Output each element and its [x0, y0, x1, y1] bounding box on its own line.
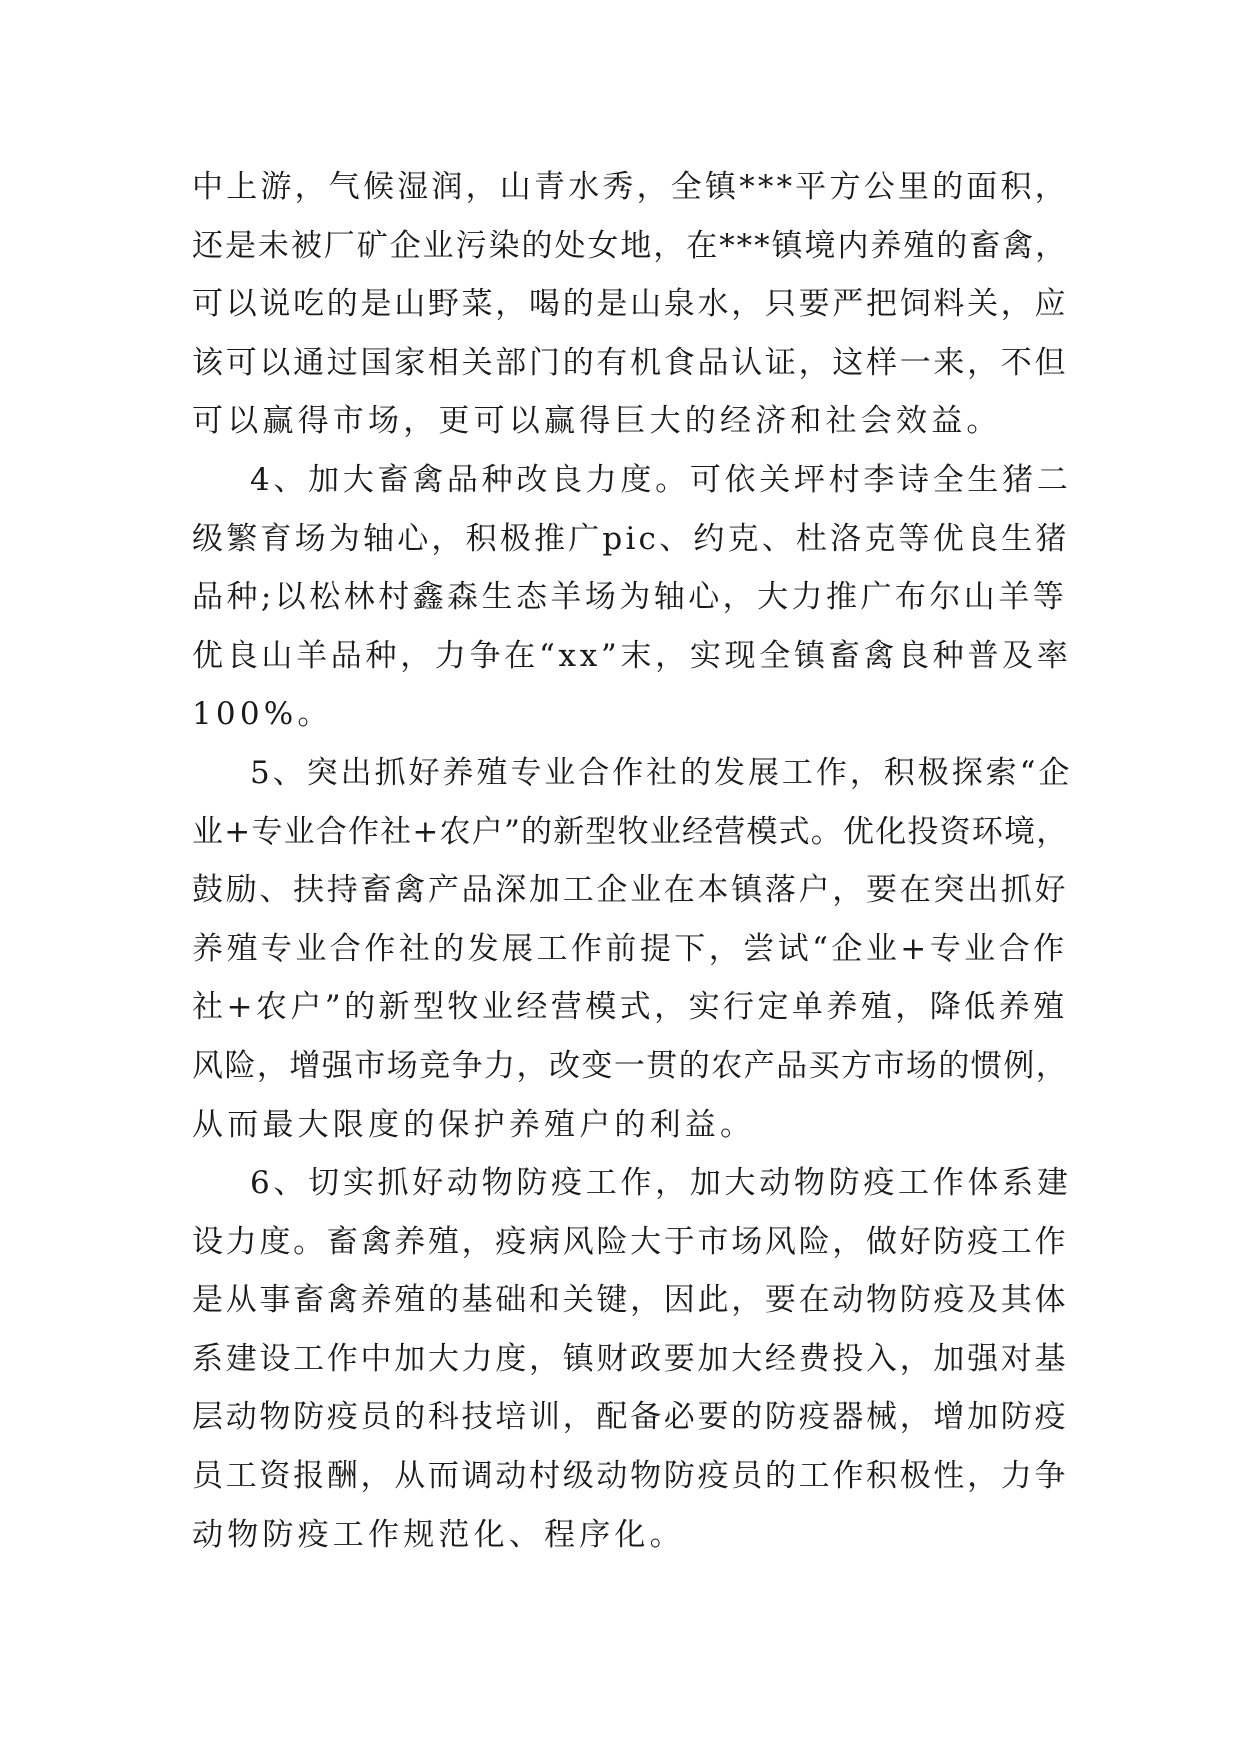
document-body	[192, 158, 1072, 1564]
text-line: 鼓励、扶持畜禽产品深加工企业在本镇落户，要在突出抓好	[192, 872, 1069, 909]
text-line: 100%。	[192, 696, 333, 733]
paragraph-first-line: 4、加大畜禽品种改良力度。可依关坪村李诗全生猪二	[250, 461, 1072, 498]
text-line: 系建设工作中加大力度，镇财政要加大经费投入，加强对基	[192, 1340, 1069, 1377]
paragraph-first-line: 5、突出抓好养殖专业合作社的发展工作，积极探索“企	[250, 754, 1073, 791]
text-line: 动物防疫工作规范化、程序化。	[192, 1516, 685, 1553]
text-line: 品种;以松林村鑫森生态羊场为轴心，大力推广布尔山羊等	[192, 579, 1068, 616]
text-line: 还是未被厂矿企业污染的处女地，在***镇境内养殖的畜禽，	[192, 227, 1069, 264]
text-line: 从而最大限度的保护养殖户的利益。	[192, 1106, 756, 1143]
text-line: 优良山羊品种，力争在“xx”末，实现全镇畜禽良种普及率	[192, 637, 1072, 674]
paragraph-first-line: 6、切实抓好动物防疫工作，加大动物防疫工作体系建	[250, 1165, 1072, 1202]
text-line: 社+农户”的新型牧业经营模式，实行定单养殖，降低养殖	[192, 989, 1068, 1026]
text-line: 员工资报酬，从而调动村级动物防疫员的工作积极性，力争	[192, 1458, 1069, 1495]
text-line: 风险，增强市场竞争力，改变一贯的农产品买方市场的惯例，	[192, 1047, 1069, 1084]
text-line: 中上游，气候湿润，山青水秀，全镇***平方公里的面积，	[192, 169, 1069, 205]
text-line: 层动物防疫员的科技培训，配备必要的防疫器械，增加防疫	[192, 1399, 1069, 1436]
text-line: 是从事畜禽养殖的基础和关键，因此，要在动物防疫及其体	[192, 1282, 1069, 1319]
text-line: 级繁育场为轴心，积极推广pic、约克、杜洛克等优良生猪	[192, 520, 1070, 557]
text-line: 业+专业合作社+农户”的新型牧业经营模式。优化投资环境，	[192, 813, 1069, 850]
text-line: 可以说吃的是山野菜，喝的是山泉水，只要严把饲料关，应	[192, 286, 1069, 323]
text-line: 可以赢得市场，更可以赢得巨大的经济和社会效益。	[192, 403, 1002, 440]
text-line: 设力度。畜禽养殖，疫病风险大于市场风险，做好防疫工作	[192, 1223, 1069, 1260]
text-line: 该可以通过国家相关部门的有机食品认证，这样一来，不但	[192, 344, 1069, 381]
text-line: 养殖专业合作社的发展工作前提下，尝试“企业+专业合作	[192, 930, 1068, 967]
